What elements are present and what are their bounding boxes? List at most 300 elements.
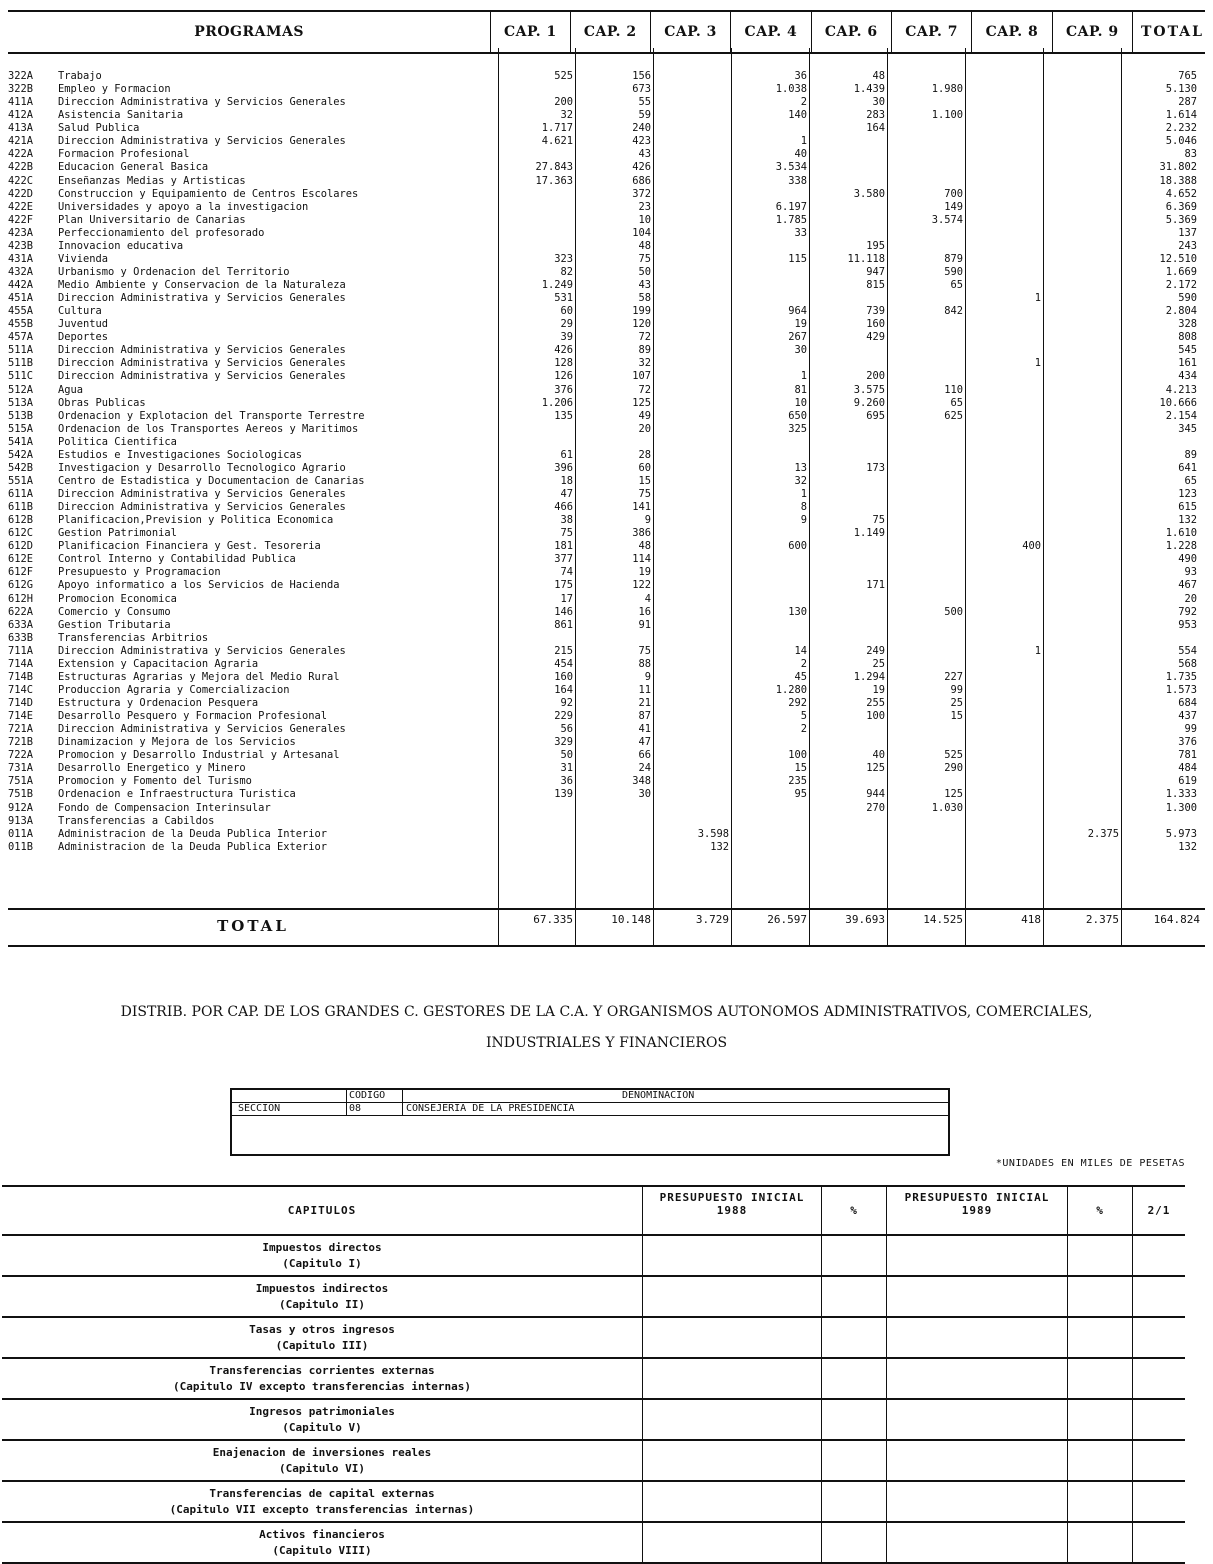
capitulo-row <box>2 1358 1185 1399</box>
capitulo-cell <box>643 1440 822 1481</box>
program-code: 751B <box>8 788 34 801</box>
program-cell-c1: 139 <box>554 788 573 801</box>
program-code: 714B <box>8 670 34 683</box>
program-cell-c4: 1 <box>800 370 807 383</box>
capitulo-cell <box>643 1317 822 1358</box>
capitulo-row <box>2 1235 1185 1276</box>
program-name: Asistencia Sanitaria <box>58 109 184 122</box>
program-cell-t: 484 <box>1178 762 1197 775</box>
program-row <box>8 305 1205 318</box>
program-code: 511B <box>8 357 34 370</box>
capitulo-cell <box>1068 1481 1133 1522</box>
program-name: Direccion Administrativa y Servicios Generales <box>58 644 346 657</box>
program-cell-c2: 141 <box>632 501 651 514</box>
program-row <box>8 122 1205 135</box>
program-cell-c6: 944 <box>866 788 885 801</box>
capitulo-name: Impuestos indirectos (Capitulo II) <box>2 1276 643 1317</box>
program-code: 611B <box>8 501 34 514</box>
program-cell-t: 132 <box>1178 514 1197 527</box>
program-name: Fondo de Compensacion Interinsular <box>58 801 271 814</box>
program-name: Promocion y Desarrollo Industrial y Artesanal <box>58 749 340 762</box>
program-cell-c1: 215 <box>554 644 573 657</box>
program-code: 011B <box>8 840 34 853</box>
bottom-rule <box>8 945 1205 947</box>
program-cell-t: 132 <box>1178 840 1197 853</box>
program-cell-c2: 91 <box>638 618 651 631</box>
program-cell-c4: 13 <box>794 461 807 474</box>
program-row <box>8 161 1205 174</box>
program-cell-c4: 3.534 <box>775 161 807 174</box>
program-cell-c2: 32 <box>638 357 651 370</box>
program-cell-c6: 100 <box>866 710 885 723</box>
program-row <box>8 802 1205 815</box>
capitulo-row <box>2 1522 1185 1563</box>
program-row <box>8 279 1205 292</box>
capitulo-cell <box>1068 1440 1133 1481</box>
program-cell-c7: 15 <box>950 710 963 723</box>
program-cell-c4: 40 <box>794 148 807 161</box>
program-cell-t: 345 <box>1178 422 1197 435</box>
program-cell-c4: 14 <box>794 644 807 657</box>
program-name: Administracion de la Deuda Publica Exterior <box>58 840 327 853</box>
program-cell-t: 6.369 <box>1165 200 1197 213</box>
capitulo-cell <box>1068 1235 1133 1276</box>
capitulo-cell <box>1133 1317 1186 1358</box>
program-code: 612H <box>8 592 34 605</box>
program-cell-c1: 56 <box>560 723 573 736</box>
program-cell-t: 1.735 <box>1165 670 1197 683</box>
program-name: Politica Cientifica <box>58 435 177 448</box>
program-cell-c1: 39 <box>560 331 573 344</box>
program-cell-c9: 2.375 <box>1087 827 1119 840</box>
program-cell-t: 1.300 <box>1165 801 1197 814</box>
program-cell-c6: 1.149 <box>853 527 885 540</box>
program-cell-c2: 28 <box>638 448 651 461</box>
program-cell-c4: 1.038 <box>775 83 807 96</box>
program-code: 422C <box>8 174 34 187</box>
program-code: 511A <box>8 344 34 357</box>
program-name: Control Interno y Contabilidad Publica <box>58 553 296 566</box>
program-cell-t: 287 <box>1178 96 1197 109</box>
program-row <box>8 579 1205 592</box>
program-cell-c6: 125 <box>866 762 885 775</box>
capitulo-cell <box>822 1440 887 1481</box>
program-name: Transferencias Arbitrios <box>58 631 209 644</box>
capitulo-row <box>2 1317 1185 1358</box>
program-cell-c2: 114 <box>632 553 651 566</box>
program-cell-c2: 24 <box>638 762 651 775</box>
capitulo-cell <box>822 1522 887 1563</box>
program-cell-c1: 861 <box>554 618 573 631</box>
program-row <box>8 96 1205 109</box>
program-name: Construccion y Equipamiento de Centros Escolares <box>58 187 359 200</box>
program-cell-c7: 700 <box>944 187 963 200</box>
program-cell-c7: 149 <box>944 200 963 213</box>
program-cell-c6: 3.580 <box>853 187 885 200</box>
program-cell-c2: 50 <box>638 265 651 278</box>
program-cell-c1: 128 <box>554 357 573 370</box>
header-cap-6: CAP. 6 <box>811 11 891 53</box>
program-code: 322A <box>8 70 34 82</box>
program-row <box>8 449 1205 462</box>
program-name: Desarrollo Energetico y Minero <box>58 762 246 775</box>
capitulo-cell <box>887 1399 1068 1440</box>
total-cap-4: 26.597 <box>767 913 807 926</box>
program-code: 455B <box>8 318 34 331</box>
program-cell-c1: 1.249 <box>541 279 573 291</box>
program-name: Direccion Administrativa y Servicios Generales <box>58 488 346 500</box>
program-cell-c6: 11.118 <box>847 252 885 265</box>
program-cell-c2: 9 <box>644 514 651 527</box>
program-cell-t: 1.228 <box>1165 540 1197 553</box>
program-code: 413A <box>8 122 34 135</box>
capitulo-name: Ingresos patrimoniales (Capitulo V) <box>2 1399 643 1440</box>
program-cell-c4: 1 <box>800 135 807 148</box>
capitulo-cell <box>822 1399 887 1440</box>
program-name: Desarrollo Pesquero y Formacion Profesional <box>58 710 327 723</box>
program-code: 721B <box>8 736 34 749</box>
capitulo-row <box>2 1399 1185 1440</box>
program-cell-c4: 1.280 <box>775 683 807 696</box>
header-cap-3: CAP. 3 <box>650 11 730 53</box>
capitulo-name: Tasas y otros ingresos (Capitulo III) <box>2 1317 643 1358</box>
program-cell-t: 792 <box>1178 605 1197 618</box>
codigo-value: 08 <box>349 1103 362 1114</box>
capitulo-cell <box>822 1317 887 1358</box>
program-cell-c3: 132 <box>710 840 729 853</box>
program-cell-c4: 8 <box>800 501 807 514</box>
program-cell-c1: 50 <box>560 749 573 762</box>
program-cell-c6: 429 <box>866 331 885 344</box>
program-code: 515A <box>8 422 34 435</box>
program-rows <box>8 70 1205 854</box>
program-name: Formacion Profesional <box>58 148 190 161</box>
program-cell-c4: 9 <box>800 514 807 527</box>
capitulo-cell <box>1068 1358 1133 1399</box>
program-code: 432A <box>8 265 34 278</box>
program-row <box>8 501 1205 514</box>
program-code: 714C <box>8 683 34 696</box>
program-cell-t: 5.046 <box>1165 135 1197 148</box>
program-cell-t: 2.232 <box>1165 122 1197 135</box>
program-cell-c2: 15 <box>638 474 651 487</box>
capitulo-name: Enajenacion de inversiones reales (Capitulo VI) <box>2 1440 643 1481</box>
program-cell-c6: 3.575 <box>853 383 885 396</box>
program-cell-c1: 454 <box>554 657 573 670</box>
program-code: 423A <box>8 226 34 239</box>
program-cell-c1: 29 <box>560 318 573 331</box>
program-cell-t: 619 <box>1178 775 1197 788</box>
program-cell-c2: 21 <box>638 697 651 709</box>
program-cell-c1: 160 <box>554 670 573 683</box>
program-code: 541A <box>8 435 34 448</box>
program-cell-c2: 72 <box>638 331 651 344</box>
program-cell-c2: 23 <box>638 200 651 213</box>
program-cell-c2: 11 <box>638 683 651 696</box>
program-name: Estudios e Investigaciones Sociologicas <box>58 448 302 461</box>
program-cell-c6: 25 <box>872 657 885 670</box>
program-row <box>8 318 1205 331</box>
program-cell-c4: 19 <box>794 318 807 331</box>
program-cell-c7: 65 <box>950 279 963 291</box>
program-cell-c4: 36 <box>794 70 807 82</box>
program-cell-c8: 1 <box>1034 644 1041 657</box>
total-separator <box>8 908 1205 910</box>
program-cell-c8: 400 <box>1022 540 1041 553</box>
program-cell-c7: 500 <box>944 605 963 618</box>
program-cell-t: 5.369 <box>1165 213 1197 226</box>
program-cell-c1: 200 <box>554 96 573 109</box>
program-cell-t: 437 <box>1178 710 1197 723</box>
program-cell-c4: 2 <box>800 96 807 109</box>
program-cell-c7: 1.100 <box>931 109 963 122</box>
program-cell-c1: 1.206 <box>541 396 573 409</box>
distrib-title-line1: DISTRIB. POR CAP. DE LOS GRANDES C. GESTORES DE LA C.A. Y ORGANISMOS AUTONOMOS ADMINISTRATIVOS, COMERCIALES, <box>120 1004 1093 1020</box>
total-cap-6: 39.693 <box>845 913 885 926</box>
program-name: Innovacion educativa <box>58 239 184 252</box>
program-cell-c6: 270 <box>866 801 885 814</box>
program-cell-t: 2.172 <box>1165 279 1197 291</box>
program-row <box>8 684 1205 697</box>
program-cell-t: 12.510 <box>1159 252 1197 265</box>
program-cell-c1: 92 <box>560 697 573 709</box>
program-name: Extension y Capacitacion Agraria <box>58 657 259 670</box>
program-cell-t: 65 <box>1184 474 1197 487</box>
program-cell-c8: 1 <box>1034 292 1041 305</box>
program-cell-t: 161 <box>1178 357 1197 370</box>
program-row <box>8 357 1205 370</box>
distrib-title-line2: INDUSTRIALES Y FINANCIEROS <box>485 1035 728 1051</box>
program-cell-c7: 110 <box>944 383 963 396</box>
program-code: 423B <box>8 239 34 252</box>
program-cell-t: 5.130 <box>1165 83 1197 96</box>
header-cap-4: CAP. 4 <box>731 11 811 53</box>
program-cell-c7: 1.030 <box>931 801 963 814</box>
program-cell-t: 93 <box>1184 566 1197 579</box>
capitulo-cell <box>822 1276 887 1317</box>
program-cell-c2: 59 <box>638 109 651 122</box>
program-cell-c1: 27.843 <box>535 161 573 174</box>
program-cell-c1: 466 <box>554 501 573 514</box>
program-cell-c6: 160 <box>866 318 885 331</box>
program-cell-c1: 18 <box>560 474 573 487</box>
program-cell-c2: 87 <box>638 710 651 723</box>
program-cell-t: 545 <box>1178 344 1197 357</box>
program-cell-c4: 600 <box>788 540 807 553</box>
program-name: Gestion Tributaria <box>58 618 171 631</box>
program-cell-c2: 75 <box>638 252 651 265</box>
header-pct-2: % <box>1068 1186 1133 1235</box>
program-cell-c2: 19 <box>638 566 651 579</box>
capitulo-cell <box>1133 1399 1186 1440</box>
program-name: Presupuesto y Programacion <box>58 566 221 579</box>
program-cell-c7: 99 <box>950 683 963 696</box>
program-cell-c1: 135 <box>554 409 573 422</box>
program-cell-c6: 19 <box>872 683 885 696</box>
program-cell-c1: 525 <box>554 70 573 82</box>
program-name: Direccion Administrativa y Servicios Generales <box>58 292 346 305</box>
program-cell-c1: 31 <box>560 762 573 775</box>
program-cell-c1: 229 <box>554 710 573 723</box>
program-code: 421A <box>8 135 34 148</box>
program-code: 422D <box>8 187 34 200</box>
program-cell-c4: 115 <box>788 252 807 265</box>
program-cell-c4: 2 <box>800 657 807 670</box>
program-name: Enseñanzas Medias y Artisticas <box>58 174 246 187</box>
capitulo-cell <box>887 1481 1068 1522</box>
program-row <box>8 658 1205 671</box>
program-cell-c2: 686 <box>632 174 651 187</box>
program-code: 322B <box>8 83 34 96</box>
capitulo-cell <box>643 1481 822 1522</box>
program-cell-c2: 72 <box>638 383 651 396</box>
program-name: Ordenacion de los Transportes Aereos y Maritimos <box>58 422 359 435</box>
program-cell-t: 1.610 <box>1165 527 1197 540</box>
program-cell-t: 467 <box>1178 579 1197 592</box>
program-cell-c2: 4 <box>644 592 651 605</box>
program-cell-c4: 130 <box>788 605 807 618</box>
program-row <box>8 828 1205 841</box>
program-name: Ordenacion y Explotacion del Transporte Terrestre <box>58 409 365 422</box>
capitulo-cell <box>1133 1440 1186 1481</box>
program-cell-c2: 10 <box>638 213 651 226</box>
program-cell-c2: 673 <box>632 83 651 96</box>
program-name: Promocion Economica <box>58 592 177 605</box>
program-code: 455A <box>8 305 34 318</box>
program-cell-c1: 396 <box>554 461 573 474</box>
program-cell-c4: 338 <box>788 174 807 187</box>
program-name: Direccion Administrativa y Servicios Generales <box>58 370 346 383</box>
program-cell-c2: 47 <box>638 736 651 749</box>
program-cell-c7: 525 <box>944 749 963 762</box>
program-row <box>8 475 1205 488</box>
program-cell-t: 590 <box>1178 292 1197 305</box>
capitulo-cell <box>887 1235 1068 1276</box>
capitulos-table <box>2 1185 1185 1564</box>
header-programas: PROGRAMAS <box>8 11 491 53</box>
program-code: 513A <box>8 396 34 409</box>
program-cell-t: 641 <box>1178 461 1197 474</box>
program-cell-c6: 195 <box>866 239 885 252</box>
program-code: 551A <box>8 474 34 487</box>
program-row <box>8 253 1205 266</box>
capitulo-row <box>2 1276 1185 1317</box>
capitulo-cell <box>1068 1522 1133 1563</box>
program-cell-c1: 75 <box>560 527 573 540</box>
program-cell-t: 18.388 <box>1159 174 1197 187</box>
program-name: Urbanismo y Ordenacion del Territorio <box>58 265 290 278</box>
program-code: 422B <box>8 161 34 174</box>
program-row <box>8 201 1205 214</box>
program-code: 511C <box>8 370 34 383</box>
program-cell-c1: 426 <box>554 344 573 357</box>
total-cap-7: 14.525 <box>923 913 963 926</box>
program-cell-c6: 947 <box>866 265 885 278</box>
program-cell-c7: 3.574 <box>931 213 963 226</box>
program-cell-c6: 9.260 <box>853 396 885 409</box>
program-cell-c1: 1.717 <box>541 122 573 135</box>
program-cell-c4: 325 <box>788 422 807 435</box>
program-name: Apoyo informatico a los Servicios de Hacienda <box>58 579 340 592</box>
capitulo-cell <box>1068 1399 1133 1440</box>
program-name: Gestion Patrimonial <box>58 527 177 540</box>
program-row <box>8 488 1205 501</box>
program-cell-t: 781 <box>1178 749 1197 762</box>
capitulo-cell <box>822 1358 887 1399</box>
capitulo-cell <box>643 1235 822 1276</box>
program-cell-c4: 33 <box>794 226 807 239</box>
program-cell-t: 568 <box>1178 657 1197 670</box>
program-code: 411A <box>8 96 34 109</box>
program-cell-c7: 590 <box>944 265 963 278</box>
program-cell-c1: 60 <box>560 305 573 318</box>
program-cell-c7: 1.980 <box>931 83 963 96</box>
program-name: Perfeccionamiento del profesorado <box>58 226 265 239</box>
program-cell-c2: 240 <box>632 122 651 135</box>
program-cell-c1: 329 <box>554 736 573 749</box>
header-cap-1: CAP. 1 <box>491 11 570 53</box>
program-cell-c4: 6.197 <box>775 200 807 213</box>
program-cell-c6: 173 <box>866 461 885 474</box>
program-cell-t: 83 <box>1184 148 1197 161</box>
program-cell-c4: 100 <box>788 749 807 762</box>
program-cell-c7: 625 <box>944 409 963 422</box>
program-name: Trabajo <box>58 70 102 82</box>
program-cell-c4: 5 <box>800 710 807 723</box>
program-cell-c4: 81 <box>794 383 807 396</box>
total-cap-3: 3.729 <box>695 913 729 926</box>
program-cell-c1: 164 <box>554 683 573 696</box>
program-cell-c4: 964 <box>788 305 807 318</box>
program-row <box>8 788 1205 801</box>
header-capitulos: CAPITULOS <box>2 1186 643 1235</box>
program-cell-c6: 40 <box>872 749 885 762</box>
program-cell-c2: 49 <box>638 409 651 422</box>
program-row <box>8 331 1205 344</box>
program-row <box>8 227 1205 240</box>
program-cell-t: 31.802 <box>1159 161 1197 174</box>
program-row <box>8 815 1205 828</box>
header-pres-1988: PRESUPUESTO INICIAL 1988 <box>643 1186 822 1235</box>
program-cell-c2: 125 <box>632 396 651 409</box>
header-pct-1: % <box>822 1186 887 1235</box>
program-row <box>8 606 1205 619</box>
program-cell-c2: 120 <box>632 318 651 331</box>
program-cell-t: 808 <box>1178 331 1197 344</box>
program-cell-c7: 290 <box>944 762 963 775</box>
program-cell-c1: 17 <box>560 592 573 605</box>
program-name: Produccion Agraria y Comercializacion <box>58 683 290 696</box>
capitulo-cell <box>1133 1235 1186 1276</box>
program-cell-t: 2.154 <box>1165 409 1197 422</box>
program-name: Vivienda <box>58 252 109 265</box>
capitulo-cell <box>887 1440 1068 1481</box>
program-cell-c1: 36 <box>560 775 573 788</box>
program-cell-c1: 17.363 <box>535 174 573 187</box>
section-box <box>230 1088 950 1156</box>
program-cell-c6: 815 <box>866 279 885 291</box>
program-code: 612F <box>8 566 34 579</box>
program-row <box>8 436 1205 449</box>
program-cell-c1: 32 <box>560 109 573 122</box>
capitulo-cell <box>1133 1358 1186 1399</box>
program-row <box>8 292 1205 305</box>
program-cell-c6: 75 <box>872 514 885 527</box>
program-row <box>8 527 1205 540</box>
seccion-label: SECCION <box>238 1103 281 1114</box>
program-cell-c1: 61 <box>560 448 573 461</box>
program-cell-c4: 1 <box>800 488 807 500</box>
